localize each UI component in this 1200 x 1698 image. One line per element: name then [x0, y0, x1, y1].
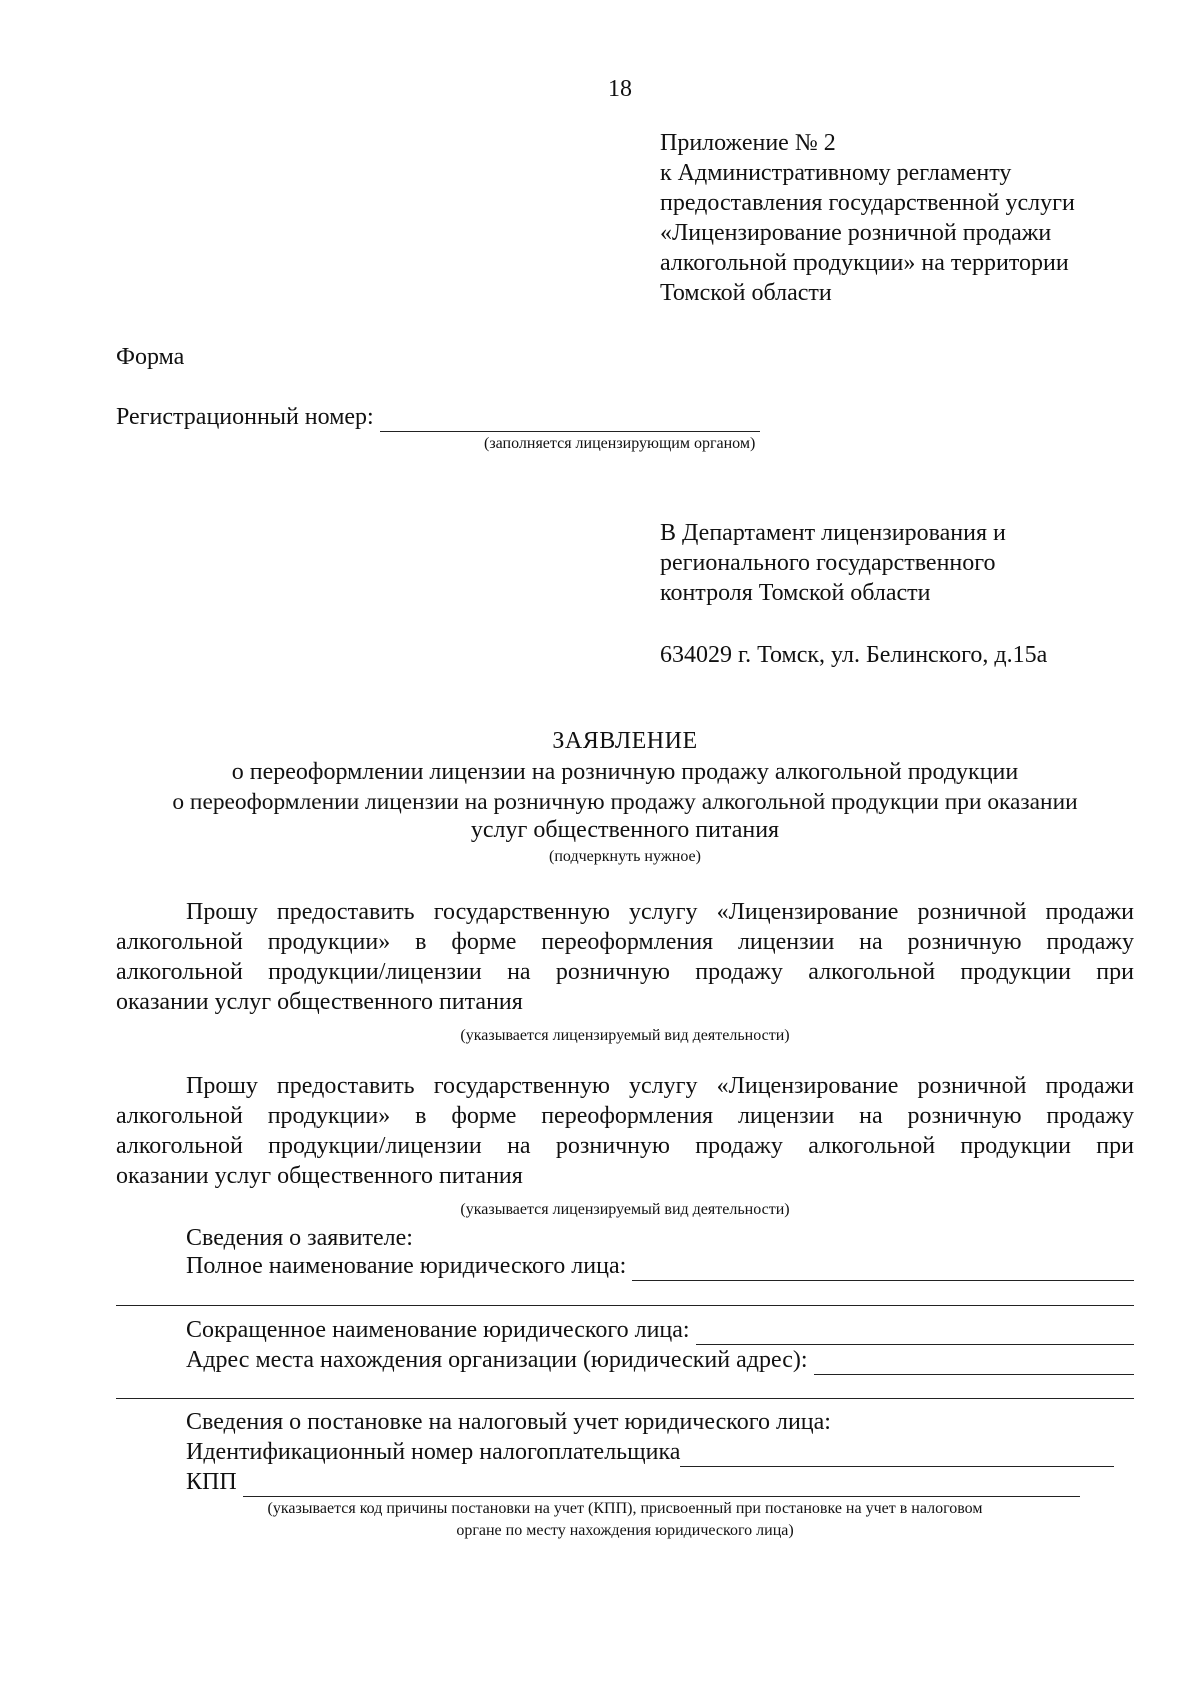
appendix-line: Томской области — [660, 280, 832, 306]
appendix-line: алкогольной продукции» на территории — [660, 250, 1069, 276]
paragraph-line: Прошу предоставить государственную услугу «Лицензирование розничной продажи — [186, 1073, 1134, 1099]
appendix-line: к Административному регламенту — [660, 160, 1012, 186]
inn-label: Идентификационный номер налогоплательщика — [186, 1439, 681, 1465]
kpp-label: КПП — [186, 1469, 237, 1495]
statement-subtitle: о переоформлении лицензии на розничную продажу алкогольной продукции — [231, 759, 1019, 785]
tax-section-label: Сведения о постановке на налоговый учет юридического лица: — [186, 1409, 831, 1435]
addressee-address: 634029 г. Томск, ул. Белинского, д.15а — [660, 642, 1048, 668]
statement-subtitle: услуг общественного питания — [470, 817, 780, 843]
paragraph-line: оказании услуг общественного питания — [116, 1163, 523, 1189]
legal-address-field[interactable] — [814, 1352, 1134, 1375]
paragraph-line: алкогольной продукции/лицензии на розничную продажу алкогольной продукции при — [116, 1133, 1134, 1159]
statement-subtitle-note: (подчеркнуть нужное) — [549, 848, 701, 865]
kpp-row — [186, 1467, 1080, 1497]
appendix-line: «Лицензирование розничной продажи — [660, 220, 1052, 246]
registration-label: Регистрационный номер: — [116, 404, 374, 430]
full-name-continuation-line[interactable] — [116, 1305, 1134, 1306]
inn-field[interactable] — [680, 1444, 1114, 1467]
full-name-row — [186, 1251, 1134, 1281]
form-label: Форма — [116, 344, 185, 370]
registration-note: (заполняется лицензирующим органом) — [484, 435, 756, 452]
paragraph-line: алкогольной продукции» в форме переоформления лицензии на розничную продажу — [116, 1103, 1134, 1129]
paragraph-line: алкогольной продукции/лицензии на розничную продажу алкогольной продукции при — [116, 959, 1134, 985]
activity-type-note: (указывается лицензируемый вид деятельности) — [460, 1027, 790, 1044]
kpp-note-line: (указывается код причины постановки на учет (КПП), присвоенный при постановке на учет в налоговом — [267, 1500, 983, 1517]
kpp-note — [116, 1498, 1134, 1542]
statement-subtitle: о переоформлении лицензии на розничную продажу алкогольной продукции при оказании — [172, 789, 1078, 815]
short-name-field[interactable] — [696, 1322, 1134, 1345]
applicant-section-label: Сведения о заявителе: — [186, 1225, 413, 1251]
statement-title: ЗАЯВЛЕНИЕ — [552, 728, 698, 754]
addressee-line: контроля Томской области — [660, 580, 931, 606]
request-paragraph — [116, 1071, 1134, 1191]
legal-address-continuation-line[interactable] — [116, 1398, 1134, 1399]
addressee-line: В Департамент лицензирования и — [660, 520, 1006, 546]
kpp-field[interactable] — [243, 1474, 1080, 1497]
page-number: 18 — [608, 76, 632, 102]
legal-address-label: Адрес места нахождения организации (юридический адрес): — [186, 1347, 808, 1373]
appendix-line: Приложение № 2 — [660, 130, 836, 156]
full-name-field[interactable] — [632, 1258, 1134, 1281]
paragraph-line: алкогольной продукции» в форме переоформления лицензии на розничную продажу — [116, 929, 1134, 955]
registration-number-field[interactable] — [380, 409, 760, 432]
short-name-label: Сокращенное наименование юридического лица: — [186, 1317, 690, 1343]
addressee-block — [660, 518, 1006, 608]
request-paragraph — [116, 897, 1134, 1017]
full-name-label: Полное наименование юридического лица: — [186, 1253, 627, 1279]
addressee-line: регионального государственного — [660, 550, 996, 576]
appendix-block — [660, 128, 1075, 308]
paragraph-line: оказании услуг общественного питания — [116, 989, 523, 1015]
activity-type-note: (указывается лицензируемый вид деятельности) — [460, 1201, 790, 1218]
registration-row — [116, 402, 760, 432]
inn-row — [186, 1437, 1114, 1467]
legal-address-row — [186, 1345, 1134, 1375]
appendix-line: предоставления государственной услуги — [660, 190, 1075, 216]
paragraph-line: Прошу предоставить государственную услугу «Лицензирование розничной продажи — [186, 899, 1134, 925]
short-name-row — [186, 1315, 1134, 1345]
kpp-note-line: органе по месту нахождения юридического лица) — [456, 1522, 794, 1539]
